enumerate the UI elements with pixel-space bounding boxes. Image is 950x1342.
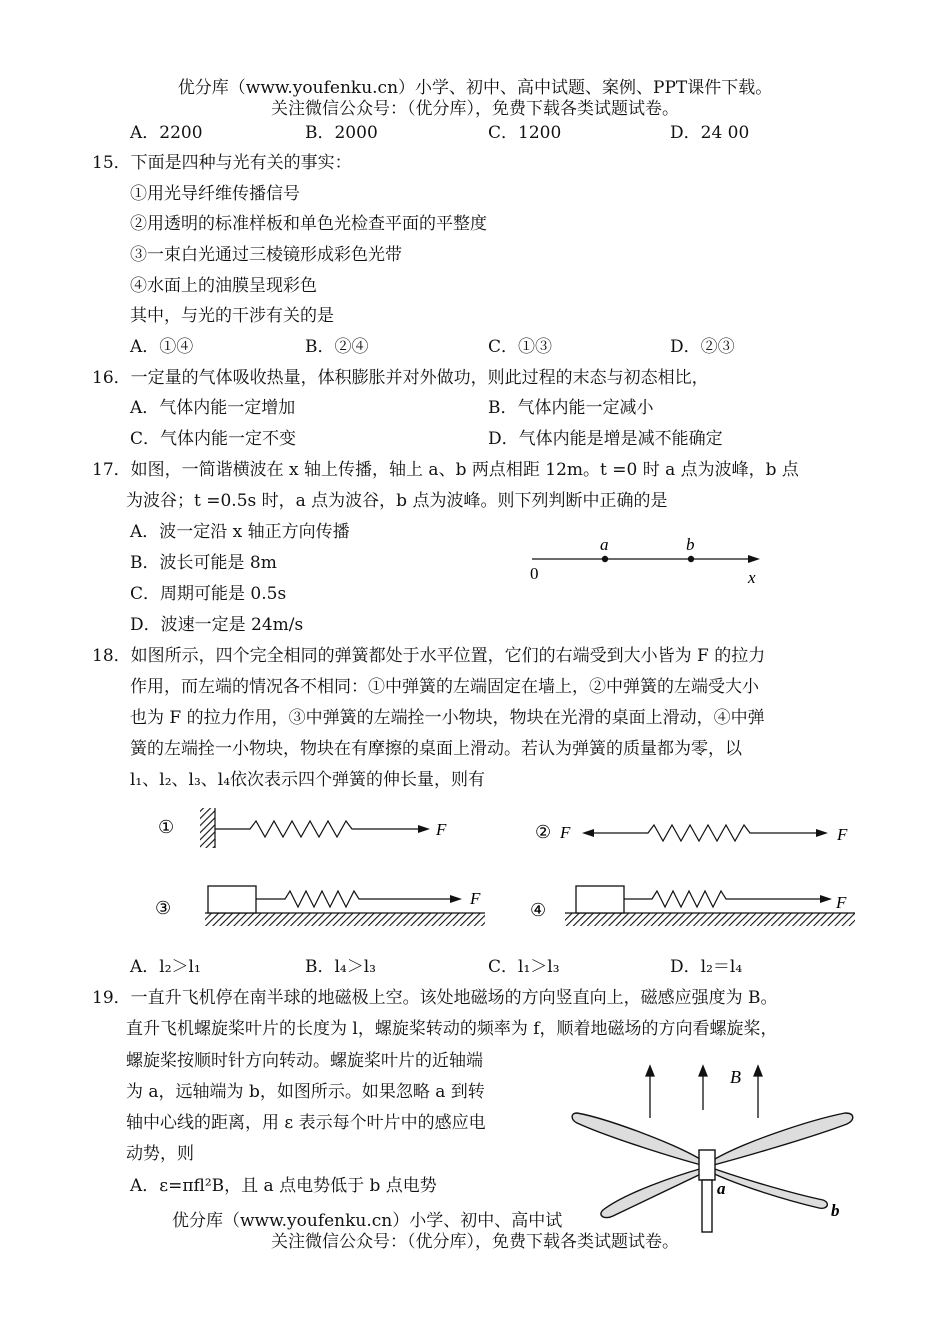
force-arrow-1 <box>418 825 430 833</box>
footer-line-2: 关注微信公众号：（优分库），免费下载各类试题试卷。 <box>271 1232 679 1252</box>
force-label-1: F <box>436 820 447 839</box>
wall-hatch <box>200 808 215 848</box>
point-a-dot <box>602 556 608 562</box>
q15-option-c: C．①③ <box>488 337 553 357</box>
q18-line-5: l₁、l₂、l₃、l₄依次表示四个弹簧的伸长量，则有 <box>130 770 486 790</box>
point-b-label: b <box>831 1201 840 1220</box>
q19-wrap-4: 动势，则 <box>126 1144 194 1164</box>
q19-line-2: 直升飞机螺旋桨叶片的长度为 l，螺旋桨转动的频率为 f，顺着地磁场的方向看螺旋桨， <box>126 1019 778 1039</box>
q14-option-c: C．1200 <box>488 123 562 143</box>
q18-option-a: A．l₂＞l₁ <box>130 957 201 977</box>
q18-line-1: 18．如图所示，四个完全相同的弹簧都处于水平位置，它们的右端受到大小皆为 F 的拉力 <box>92 646 766 666</box>
spring-3 <box>256 891 455 907</box>
block-3 <box>208 886 256 913</box>
q15-option-b: B．②④ <box>305 337 369 357</box>
q19-option-a: A．ε=πfl²B，且 a 点电势低于 b 点电势 <box>130 1176 437 1196</box>
q17-option-a: A．波一定沿 x 轴正方向传播 <box>130 522 350 542</box>
q17-option-d: D．波速一定是 24m/s <box>130 615 304 635</box>
point-b-label: b <box>686 535 695 554</box>
q15-question: 其中，与光的干涉有关的是 <box>130 306 334 326</box>
block-4 <box>576 886 624 913</box>
point-a-label: a <box>600 535 609 554</box>
point-a-label: a <box>717 1179 726 1198</box>
q16-stem: 16．一定量的气体吸收热量，体积膨胀并对外做功，则此过程的末态与初态相比， <box>92 368 709 388</box>
q15-stem: 15．下面是四种与光有关的事实： <box>92 153 352 173</box>
q15-option-a: A．①④ <box>130 337 194 357</box>
spring-2 <box>594 825 820 841</box>
force-arrow-2-right <box>816 829 828 837</box>
spring-4 <box>624 891 825 907</box>
origin-label: 0 <box>530 564 539 583</box>
x-axis-label: x <box>748 568 756 587</box>
diagram-4-label: ④ <box>530 900 547 920</box>
q18-line-4: 簧的左端拴一小物块，物块在有摩擦的桌面上滑动。若认为弹簧的质量都为零，以 <box>130 739 742 759</box>
table-4 <box>565 913 855 926</box>
spring-1 <box>215 821 425 837</box>
q18-line-3: 也为 F 的拉力作用，③中弹簧的左端拴一小物块，物块在光滑的桌面上滑动，④中弹 <box>130 708 765 728</box>
propeller-shaft <box>702 1180 712 1232</box>
q14-option-d: D．24 00 <box>670 123 750 143</box>
q16-option-c: C．气体内能一定不变 <box>130 429 297 449</box>
diagram-3-label: ③ <box>155 898 172 918</box>
x-axis-arrowhead <box>748 555 760 563</box>
propeller-hub <box>699 1150 715 1180</box>
force-label-2-right: F <box>837 825 848 844</box>
q15-fact-1: ①用光导纤维传播信号 <box>130 184 300 204</box>
table-3 <box>205 913 485 926</box>
q19-wrap-2: 为 a，远轴端为 b，如图所示。如果忽略 a 到转 <box>126 1082 485 1102</box>
force-label-3: F <box>470 889 481 908</box>
force-arrow-4 <box>820 895 832 903</box>
force-arrow-3 <box>450 895 462 903</box>
wave-axis-figure <box>520 530 780 590</box>
q15-fact-2: ②用透明的标准样板和单色光检查平面的平整度 <box>130 214 487 234</box>
header-line-2: 关注微信公众号：（优分库），免费下载各类试题试卷。 <box>271 99 679 119</box>
q16-option-a: A．气体内能一定增加 <box>130 398 296 418</box>
field-label-b: B <box>730 1067 741 1087</box>
q15-option-d: D．②③ <box>670 337 735 357</box>
force-label-2-left: F <box>560 823 571 842</box>
q18-option-b: B．l₄＞l₃ <box>305 957 376 977</box>
q16-option-d: D．气体内能是增是减不能确定 <box>488 429 723 449</box>
point-b-dot <box>688 556 694 562</box>
force-label-4: F <box>836 893 847 912</box>
q17-line-1: 17．如图，一简谐横波在 x 轴上传播，轴上 a、b 两点相距 12m。t =0 时 a 点为波峰，b 点 <box>92 460 799 480</box>
footer-line-1: 优分库（www.youfenku.cn）小学、初中、高中试 <box>172 1211 563 1231</box>
q19-line-1: 19．一直升飞机停在南半球的地磁极上空。该处地磁场的方向竖直向上，磁感应强度为 B。 <box>92 988 778 1008</box>
q14-option-a: A．2200 <box>130 123 203 143</box>
magnetic-field-arrows <box>646 1066 762 1118</box>
diagram-1-label: ① <box>158 817 175 837</box>
q18-option-d: D．l₂＝l₄ <box>670 957 743 977</box>
q19-wrap-3: 轴中心线的距离，用 ε 表示每个叶片中的感应电 <box>126 1113 486 1133</box>
q17-option-b: B．波长可能是 8m <box>130 553 277 573</box>
q15-fact-3: ③一束白光通过三棱镜形成彩色光带 <box>130 245 402 265</box>
q17-option-c: C．周期可能是 0.5s <box>130 584 287 604</box>
q18-line-2: 作用，而左端的情况各不相同：①中弹簧的左端固定在墙上，②中弹簧的左端受大小 <box>130 677 759 697</box>
diagram-2-label: ② <box>535 822 552 842</box>
propeller-figure <box>565 1058 860 1236</box>
q19-wrap-1: 螺旋桨按顺时针方向转动。螺旋桨叶片的近轴端 <box>126 1051 483 1071</box>
q14-option-b: B．2000 <box>305 123 378 143</box>
q17-line-2: 为波谷；t =0.5s 时，a 点为波谷，b 点为波峰。则下列判断中正确的是 <box>126 491 668 511</box>
springs-figure <box>140 800 870 940</box>
header-line-1: 优分库（www.youfenku.cn）小学、初中、高中试题、案例、PPT课件下载。 <box>177 78 773 98</box>
q18-option-c: C．l₁＞l₃ <box>488 957 560 977</box>
force-arrow-2-left <box>582 829 594 837</box>
q16-option-b: B．气体内能一定减小 <box>488 398 654 418</box>
q15-fact-4: ④水面上的油膜呈现彩色 <box>130 276 317 296</box>
